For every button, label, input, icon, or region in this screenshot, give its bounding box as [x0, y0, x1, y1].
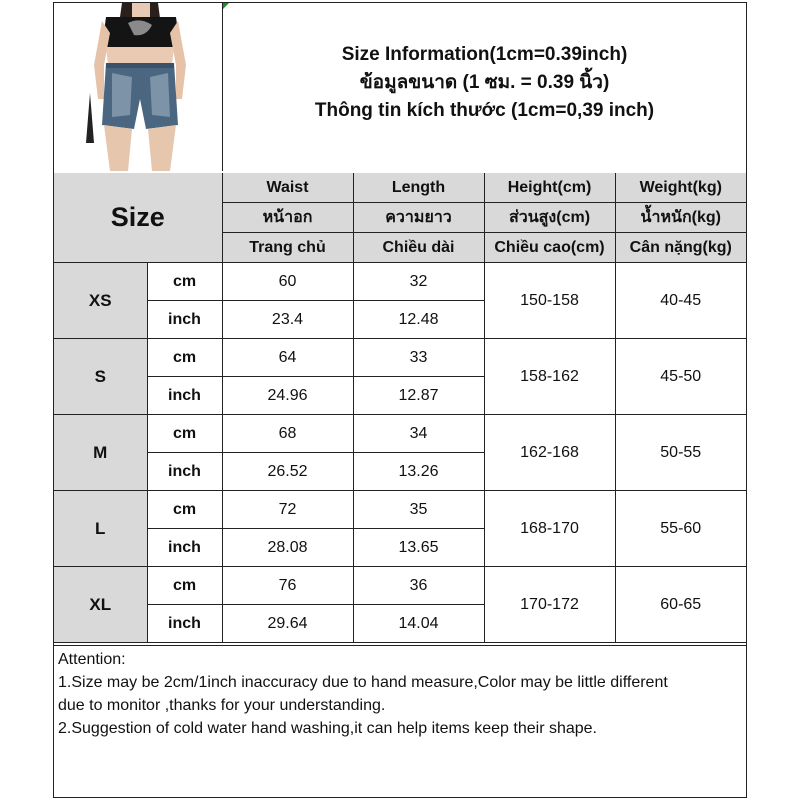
waist-value: 76	[222, 567, 353, 605]
column-header: Chiều cao(cm)	[484, 233, 615, 263]
title-thai: ข้อมูลขนาด (1 ซม. = 0.39 นิ้ว)	[359, 72, 610, 93]
table-row	[54, 567, 746, 605]
corner-marker	[223, 3, 229, 9]
column-header: ส่วนสูง(cm)	[484, 203, 615, 233]
notes-line: due to monitor ,thanks for your understanding.	[58, 697, 386, 714]
unit-label: inch	[147, 301, 222, 339]
length-value: 12.87	[353, 377, 484, 415]
waist-value: 29.64	[222, 605, 353, 643]
waist-value: 68	[222, 415, 353, 453]
waist-value: 60	[222, 263, 353, 301]
length-value: 13.26	[353, 453, 484, 491]
header-section	[54, 3, 746, 174]
length-value: 32	[353, 263, 484, 301]
unit-label: inch	[147, 377, 222, 415]
attention-notes	[54, 645, 746, 742]
column-header: น้ำหนัก(kg)	[615, 203, 746, 233]
size-header: Size	[54, 173, 222, 263]
weight-value: 60-65	[615, 567, 746, 643]
weight-value: 45-50	[615, 339, 746, 415]
notes-heading: Attention:	[58, 651, 126, 668]
length-value: 33	[353, 339, 484, 377]
waist-value: 24.96	[222, 377, 353, 415]
column-header: ความยาว	[353, 203, 484, 233]
height-value: 170-172	[484, 567, 615, 643]
size-label: S	[54, 339, 147, 415]
waist-value: 28.08	[222, 529, 353, 567]
product-photo	[54, 3, 223, 171]
waist-value: 23.4	[222, 301, 353, 339]
table-row	[54, 491, 746, 529]
column-header: หน้าอก	[222, 203, 353, 233]
size-label: XL	[54, 567, 147, 643]
table-row	[54, 263, 746, 301]
column-header: Cân nặng(kg)	[615, 233, 746, 263]
unit-label: inch	[147, 453, 222, 491]
weight-value: 55-60	[615, 491, 746, 567]
unit-label: cm	[147, 567, 222, 605]
height-value: 162-168	[484, 415, 615, 491]
table-row	[54, 415, 746, 453]
weight-value: 40-45	[615, 263, 746, 339]
column-header: Length	[353, 173, 484, 203]
unit-label: inch	[147, 605, 222, 643]
length-value: 36	[353, 567, 484, 605]
unit-label: cm	[147, 339, 222, 377]
length-value: 12.48	[353, 301, 484, 339]
column-header: Trang chủ	[222, 233, 353, 263]
unit-label: cm	[147, 415, 222, 453]
length-value: 14.04	[353, 605, 484, 643]
notes-line: 2.Suggestion of cold water hand washing,it can help items keep their shape.	[58, 720, 597, 737]
waist-value: 72	[222, 491, 353, 529]
column-header: Weight(kg)	[615, 173, 746, 203]
height-value: 158-162	[484, 339, 615, 415]
weight-value: 50-55	[615, 415, 746, 491]
size-label: L	[54, 491, 147, 567]
size-label: XS	[54, 263, 147, 339]
unit-label: cm	[147, 263, 222, 301]
waist-value: 64	[222, 339, 353, 377]
table-row	[54, 339, 746, 377]
unit-label: cm	[147, 491, 222, 529]
waist-value: 26.52	[222, 453, 353, 491]
length-value: 13.65	[353, 529, 484, 567]
title-block	[223, 41, 746, 125]
column-header: Height(cm)	[484, 173, 615, 203]
title-english: Size Information(1cm=0.39inch)	[341, 44, 628, 65]
title-vietnamese: Thông tin kích thước (1cm=0,39 inch)	[314, 100, 655, 121]
model-illustration	[54, 3, 222, 171]
height-value: 150-158	[484, 263, 615, 339]
column-header: Chiều dài	[353, 233, 484, 263]
size-table	[54, 173, 746, 643]
column-header: Waist	[222, 173, 353, 203]
unit-label: inch	[147, 529, 222, 567]
size-label: M	[54, 415, 147, 491]
height-value: 168-170	[484, 491, 615, 567]
size-chart	[53, 2, 747, 798]
length-value: 34	[353, 415, 484, 453]
notes-line: 1.Size may be 2cm/1inch inaccuracy due to hand measure,Color may be little different	[58, 674, 668, 691]
length-value: 35	[353, 491, 484, 529]
